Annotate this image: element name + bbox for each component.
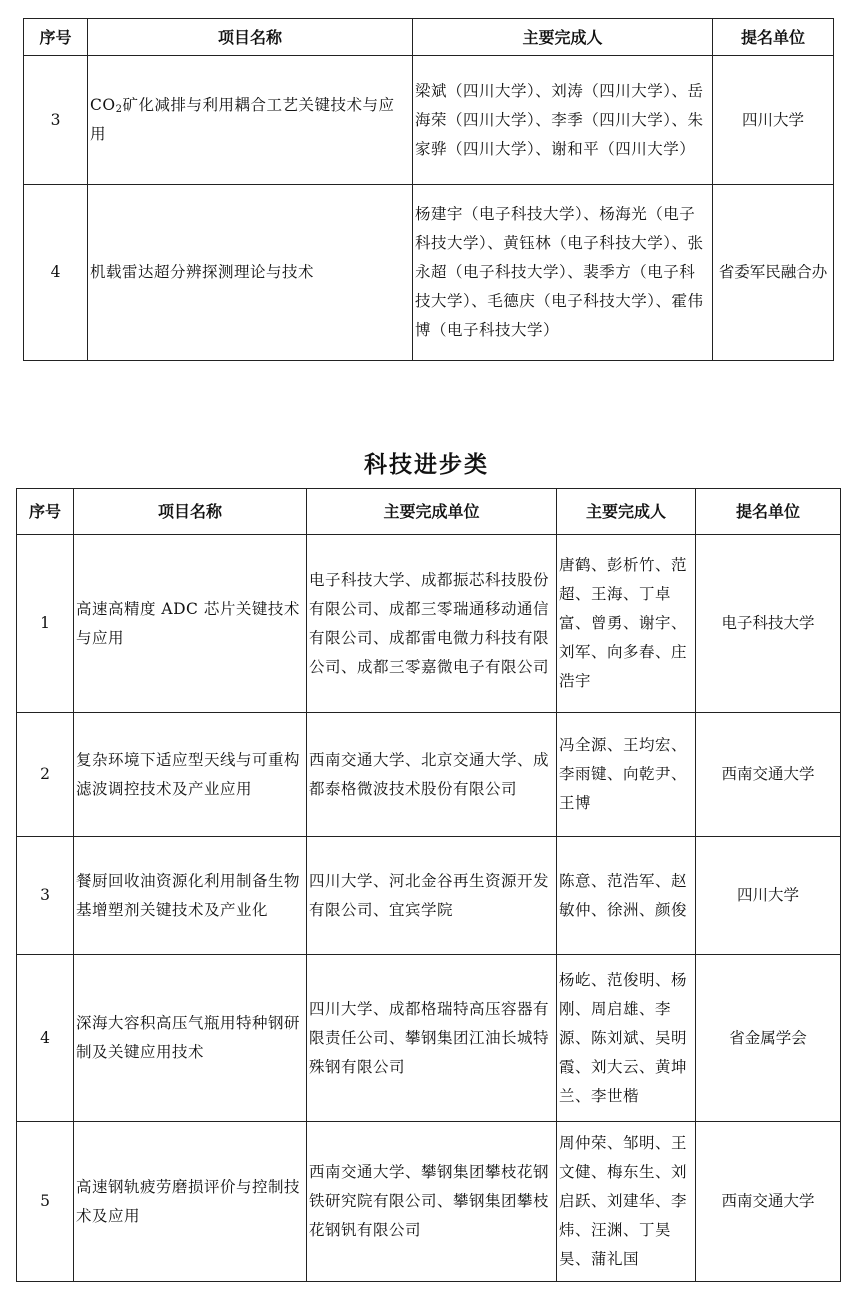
- row-seq: 2: [17, 713, 74, 837]
- row-project-name: 高速钢轨疲劳磨损评价与控制技术及应用: [74, 1122, 307, 1282]
- row-project-name: $CO_2$矿化减排与利用耦合工艺关键技术与应用: [88, 56, 413, 185]
- table-row: [24, 56, 834, 185]
- row-seq: 4: [24, 185, 88, 361]
- row-project-name: 复杂环境下适应型天线与可重构滤波调控技术及产业应用: [74, 713, 307, 837]
- header-project-name: 项目名称: [88, 19, 413, 56]
- header-seq: 序号: [17, 489, 74, 535]
- row-main-people: 梁斌（四川大学）、刘涛（四川大学）、岳海荣（四川大学）、李季（四川大学）、朱家骅（四川大学）、谢和平（四川大学）: [413, 56, 713, 185]
- row-nominator: 省委军民融合办: [713, 185, 834, 361]
- header-nominator: 提名单位: [713, 19, 834, 56]
- row-nominator: 电子科技大学: [696, 535, 841, 713]
- header-seq: 序号: [24, 19, 88, 56]
- table-row: [17, 1122, 841, 1282]
- row-project-name: 高速高精度 ADC 芯片关键技术与应用: [74, 535, 307, 713]
- row-main-people: 周仲荣、邹明、王文健、梅东生、刘启跃、刘建华、李炜、汪渊、丁昊昊、蒲礼国: [557, 1122, 696, 1282]
- table-row: [17, 955, 841, 1122]
- row-project-name: 深海大容积高压气瓶用特种钢研制及关键应用技术: [74, 955, 307, 1122]
- row-main-people: 冯全源、王均宏、李雨键、向乾尹、王博: [557, 713, 696, 837]
- table-row: [17, 535, 841, 713]
- row-main-units: 电子科技大学、成都振芯科技股份有限公司、成都三零瑞通移动通信有限公司、成都雷电微力科技有限公司、成都三零嘉微电子有限公司: [307, 535, 557, 713]
- header-main-people: 主要完成人: [413, 19, 713, 56]
- row-nominator: 西南交通大学: [696, 1122, 841, 1282]
- row-main-people: 杨建宇（电子科技大学）、杨海光（电子科技大学）、黄钰林（电子科技大学）、张永超（电子科技大学）、裴季方（电子科技大学）、毛德庆（电子科技大学）、霍伟博（电子科技大学）: [413, 185, 713, 361]
- table-header-row: [17, 489, 841, 535]
- header-main-people: 主要完成人: [557, 489, 696, 535]
- row-project-name: 机载雷达超分辨探测理论与技术: [88, 185, 413, 361]
- table-row: [24, 185, 834, 361]
- row-project-name: 餐厨回收油资源化利用制备生物基增塑剂关键技术及产业化: [74, 837, 307, 955]
- table-header-row: [24, 19, 834, 56]
- header-project-name: 项目名称: [74, 489, 307, 535]
- row-seq: 3: [17, 837, 74, 955]
- row-seq: 4: [17, 955, 74, 1122]
- header-main-units: 主要完成单位: [307, 489, 557, 535]
- row-main-units: 四川大学、成都格瑞特高压容器有限责任公司、攀钢集团江油长城特殊钢有限公司: [307, 955, 557, 1122]
- table-row: [17, 713, 841, 837]
- row-main-units: 西南交通大学、攀钢集团攀枝花钢铁研究院有限公司、攀钢集团攀枝花钢钒有限公司: [307, 1122, 557, 1282]
- row-main-people: 唐鹤、彭析竹、范超、王海、丁卓富、曾勇、谢宇、刘军、向多春、庄浩宇: [557, 535, 696, 713]
- row-nominator: 四川大学: [696, 837, 841, 955]
- row-seq: 5: [17, 1122, 74, 1282]
- row-nominator: 省金属学会: [696, 955, 841, 1122]
- row-seq: 3: [24, 56, 88, 185]
- row-main-units: 西南交通大学、北京交通大学、成都泰格微波技术股份有限公司: [307, 713, 557, 837]
- section-title: 科技进步类: [364, 451, 489, 478]
- row-nominator: 四川大学: [713, 56, 834, 185]
- row-main-people: 杨屹、范俊明、杨刚、周启雄、李源、陈刘斌、吴明霞、刘大云、黄坤兰、李世楷: [557, 955, 696, 1122]
- row-main-units: 四川大学、河北金谷再生资源开发有限公司、宜宾学院: [307, 837, 557, 955]
- header-nominator: 提名单位: [696, 489, 841, 535]
- table-row: [17, 837, 841, 955]
- row-nominator: 西南交通大学: [696, 713, 841, 837]
- row-seq: 1: [17, 535, 74, 713]
- row-main-people: 陈意、范浩军、赵敏仲、徐洲、颜俊: [557, 837, 696, 955]
- award-table-2: [16, 488, 841, 1282]
- award-table-1: [23, 18, 834, 361]
